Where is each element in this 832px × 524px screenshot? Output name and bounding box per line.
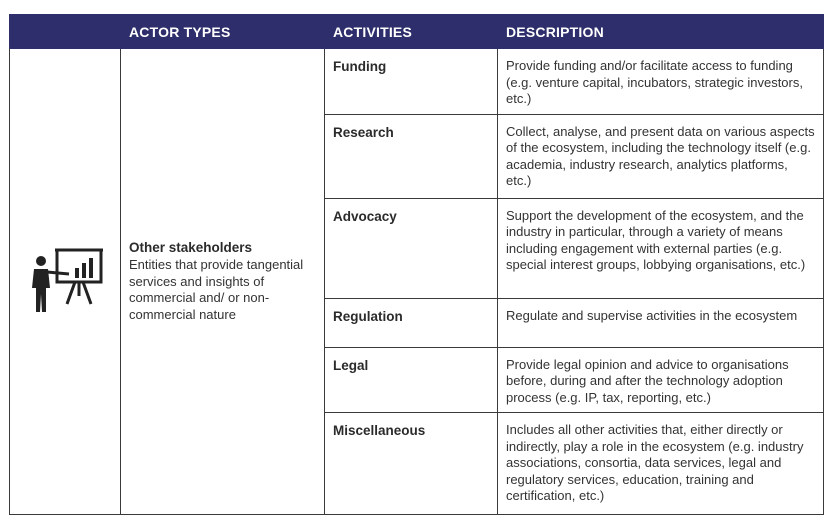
- activity-label: Regulation: [333, 308, 403, 324]
- activity-description: Includes all other activities that, either directly or indirectly, play a role in the ecosystem (e.g. industry associations, consortia, data services, legal and regulatory services, education, training and certification, etc.): [506, 422, 804, 503]
- header-activities: ACTIVITIES: [325, 15, 498, 49]
- header-actor-types: ACTOR TYPES: [121, 15, 325, 49]
- activity-description: Support the development of the ecosystem, and the industry in particular, through a variety of means including engagement with external parties (e.g. special interest groups, lobbying organisations, etc.): [506, 207, 806, 272]
- activity-label: Miscellaneous: [333, 423, 426, 438]
- table-row: [10, 49, 824, 115]
- activity-description: Provide legal opinion and advice to organisations before, during and after the technology adoption process (e.g. IP, tax, reporting, etc.): [506, 356, 789, 405]
- activity-label: Legal: [333, 357, 369, 373]
- activity-description: Collect, analyse, and present data on various aspects of the ecosystem, including the technology itself (e.g. academia, industry research, analytics platforms, etc.): [506, 123, 815, 188]
- presenter-chart-icon: [25, 244, 105, 314]
- activity-label: Research: [333, 124, 394, 140]
- actor-type-cell: [121, 49, 325, 515]
- table-header-row: [10, 15, 824, 49]
- activity-description: Regulate and supervise activities in the ecosystem: [506, 307, 798, 323]
- activity-description: Provide funding and/or facilitate access to funding (e.g. venture capital, incubators, strategic investors, etc.): [506, 58, 803, 106]
- actor-icon-cell: [10, 49, 121, 515]
- actor-activities-table: [9, 14, 824, 515]
- actor-description: Entities that provide tangential services and insights of commercial and/ or non-commercial nature: [129, 257, 304, 322]
- activity-label: Funding: [333, 59, 387, 74]
- activity-label: Advocacy: [333, 208, 397, 224]
- actor-title: Other stakeholders: [129, 240, 253, 255]
- header-icon-column: [10, 15, 121, 49]
- header-description: DESCRIPTION: [498, 15, 824, 49]
